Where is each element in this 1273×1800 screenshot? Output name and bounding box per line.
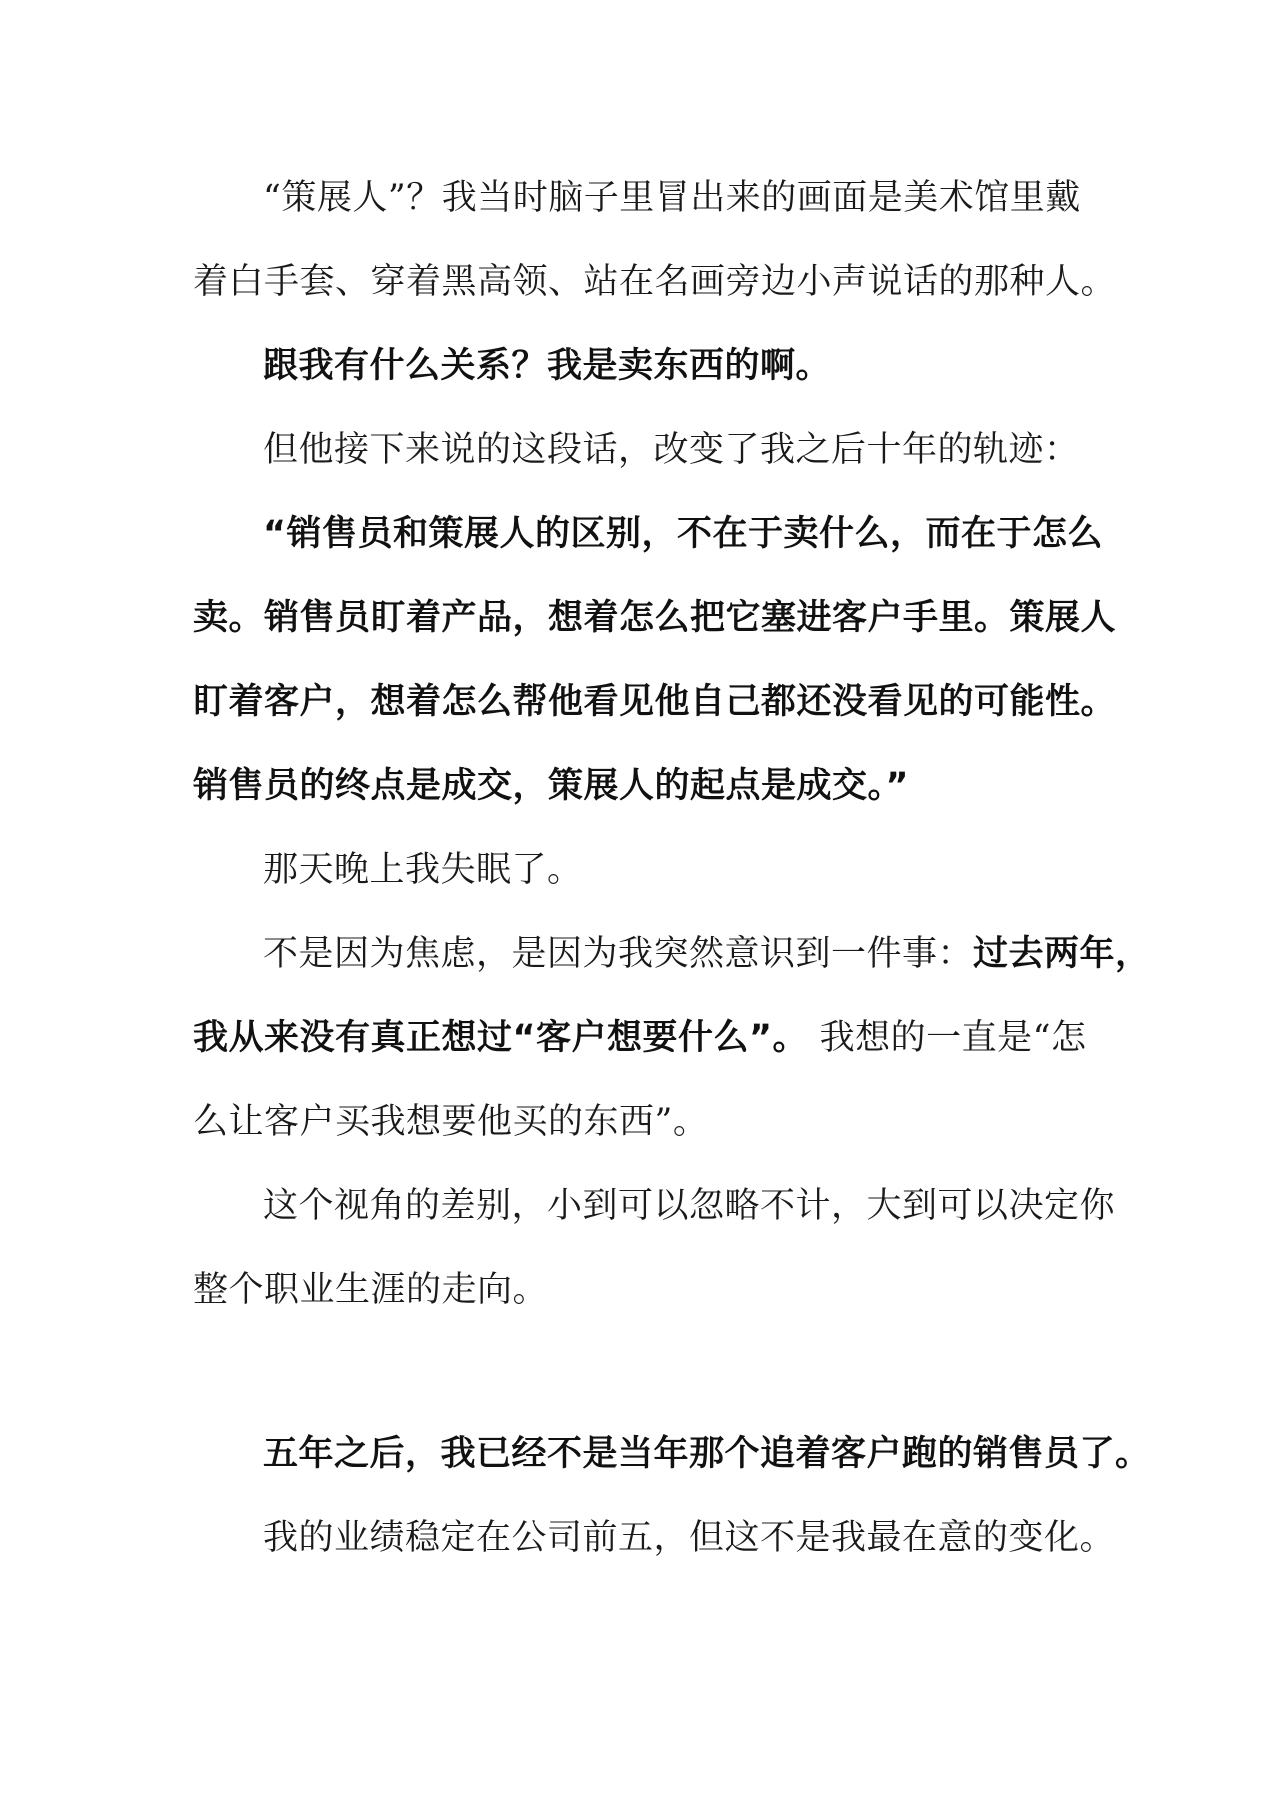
text-line: 但他接下来说的这段话，改变了我之后十年的轨迹： (263, 430, 1080, 470)
text-bold: 我从来没有真正想过“客户想要什么”。 (193, 1018, 809, 1058)
text-line (193, 996, 1093, 1080)
paragraph-turning-point (193, 408, 1093, 492)
text-line (193, 912, 1151, 996)
text-line: 卖。销售员盯着产品，想着怎么把它塞进客户手里。策展人 (193, 598, 1117, 638)
paragraph-relation-question (193, 324, 1093, 408)
text-line: 跟我有什么关系？我是卖东西的啊。 (263, 346, 832, 386)
paragraph-insomnia (193, 828, 1093, 912)
text-line: 销售员的终点是成交，策展人的起点是成交。” (193, 766, 910, 806)
paragraph-curator-image (193, 156, 1117, 324)
paragraph-perspective (193, 1164, 1116, 1332)
text-line: 整个职业生涯的走向。 (193, 1270, 549, 1310)
paragraph-realization (193, 912, 1151, 1164)
text-line: “销售员和策展人的区别，不在于卖什么，而在于怎么 (263, 514, 1104, 554)
text-line: 么让客户买我想要他买的东西”。 (193, 1102, 709, 1142)
paragraph-five-years-later (193, 1412, 1151, 1496)
text-line: 着白手套、穿着黑高领、站在名画旁边小声说话的那种人。 (193, 262, 1117, 302)
text-line: “策展人”？我当时脑子里冒出来的画面是美术馆里戴 (263, 178, 1081, 218)
text-bold: 过去两年， (973, 934, 1151, 974)
text-line: 那天晚上我失眠了。 (263, 850, 583, 890)
paragraph-performance (193, 1496, 1116, 1580)
text-line: 盯着客户，想着怎么帮他看见他自己都还没看见的可能性。 (193, 682, 1117, 722)
text-line: 我的业绩稳定在公司前五，但这不是我最在意的变化。 (263, 1518, 1116, 1558)
text-normal: 我想的一直是“怎 (808, 1018, 1087, 1058)
paragraph-quote (193, 492, 1117, 828)
text-line: 这个视角的差别，小到可以忽略不计，大到可以决定你 (263, 1186, 1116, 1226)
text-normal: 不是因为焦虑，是因为我突然意识到一件事： (263, 934, 974, 974)
text-line: 五年之后，我已经不是当年那个追着客户跑的销售员了。 (263, 1434, 1151, 1474)
